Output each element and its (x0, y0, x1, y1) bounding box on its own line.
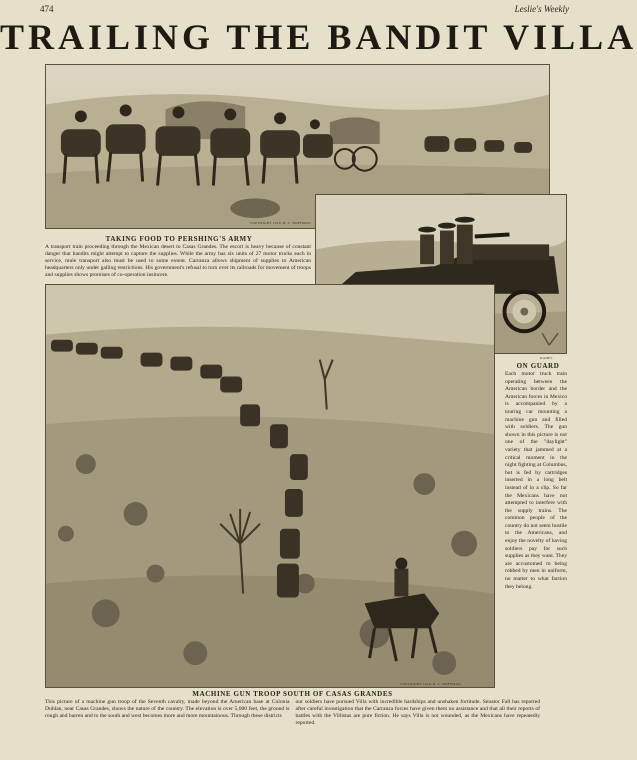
photo2-caption-body: Each motor truck train operating between the American border and the American forces in Mexico is accompanied by a touring car mounting a machine gun and filled with soldiers. The gun shown in this picture is not one of the "daylight" variety that jammed at a critical moment in the night fighting at Columbus, but is fed by cartridges inserted in a long belt instead of in a clip. So far the Mexicans have not attempted to interfere with the supply trains. The common people of the country do not seem hostile to the Americans, and enjoy the novelty of having soldiers pay for such supplies as they want. They are accustomed to being robbed by men in uniform, no matter to what faction they belong. (505, 371, 567, 590)
photo3-caption-title: MACHINE GUN TROOP SOUTH OF CASAS GRANDES (192, 690, 393, 698)
photo3-credit: COPYRIGHT 1916, H. C. HOFFMAN (400, 682, 461, 686)
photo-machine-gun-troop (45, 284, 495, 688)
photo3-caption-columns (45, 699, 540, 727)
publication-name: Leslie's Weekly (514, 4, 569, 14)
photo3-caption-col1: This picture of a machine gun troop of the Seventh cavalry, made beyond the American base at Colonia Dublan, near Casas Grandes, shows the nature of the country. The elevation is over 5,000 feet, the ground is rough and barren and to the south and west becomes more and more mountainous. Through these districts (45, 699, 290, 719)
machine-gun-troop-image (46, 285, 494, 687)
photo3-caption-col2: our soldiers have pursued Villa with incredible hardships and unshaken fortitude. Senator Fall has reported after careful investigation that the Carranza forces have given them no assistance and that all their reports of battles with the Villistas are pure fiction. He says Villa is not wounded, as the Mexicans have repeatedly reported. (295, 699, 540, 726)
photo1-caption-body: A transport train proceeding through the Mexican desert to Casas Grandes. The escort is heavy because of constant danger that bandits might attempt to capture the supplies. While the army has six units of 27 motor trucks each in service, mule transport also must be used to some extent. Carranza allows shipment of supplies to American headquarters only under galling restrictions. His government's refusal to turn over its railroads for movement of troops and supplies shows promises of co-operation insincere. (45, 244, 311, 278)
photo2-caption-title: ON GUARD (516, 362, 560, 370)
photo2-credit: KADEL (540, 356, 553, 360)
photo1-credit: COPYRIGHT 1916, H. C. HOFFMAN (250, 221, 311, 225)
page-number: 474 (40, 4, 54, 14)
photo1-caption-title: TAKING FOOD TO PERSHING'S ARMY (105, 235, 253, 243)
page-headline: TRAILING THE BANDIT VILLA (0, 17, 637, 57)
